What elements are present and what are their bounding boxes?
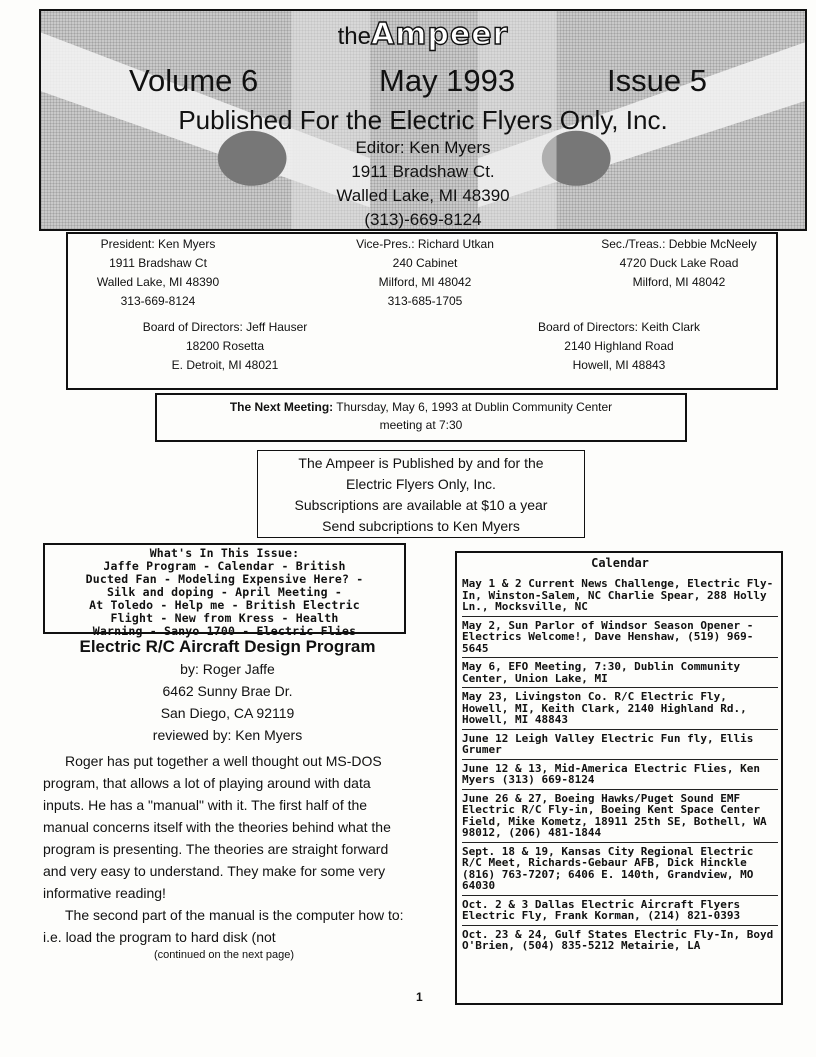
calendar-entry: June 12 & 13, Mid-America Electric Flies, Ken Myers (313) 669-8124: [462, 760, 778, 790]
calendar-entry: Oct. 23 & 24, Gulf States Electric Fly-In, Boyd O'Brien, (504) 835-5212 Metairie, LA: [462, 927, 774, 952]
article-reviewer: reviewed by: Ken Myers: [152, 727, 303, 743]
toc-line: Ducted Fan - Modeling Expensive Here? -: [85, 572, 364, 586]
board-director-1-street: 18200 Rosetta: [185, 339, 265, 353]
president-phone: 313-669-8124: [120, 294, 196, 308]
board-director-1-block: [120, 318, 330, 375]
editor-street: 1911 Bradshaw Ct.: [351, 162, 495, 181]
secretary-title: Sec./Treas.: Debbie McNeely: [601, 237, 757, 251]
meeting-label: The Next Meeting:: [229, 400, 334, 414]
logo-prefix: the: [337, 23, 371, 50]
masthead: [39, 9, 807, 231]
toc-line: Jaffe Program - Calendar - British: [103, 559, 346, 573]
toc-line: Warning - Sanyo 1700 - Electric Flies: [92, 624, 357, 638]
calendar-entry: June 12 Leigh Valley Electric Fun fly, Ellis Grumer: [462, 730, 778, 760]
calendar-entry: May 1 & 2 Current News Challenge, Electric Fly-In, Winston-Salem, NC Charlie Spear, 288 Holly Ln., Mocksville, NC: [462, 575, 778, 617]
board-director-1-title: Board of Directors: Jeff Hauser: [142, 320, 308, 334]
editor-line: Editor: Ken Myers: [355, 138, 491, 157]
calendar-entry: May 23, Livingston Co. R/C Electric Fly, Howell, MI, Keith Clark, 2140 Highland Rd., Howell, MI 48843: [462, 688, 778, 730]
secretary-city: Milford, MI 48042: [632, 275, 726, 289]
meeting-time: meeting at 7:30: [379, 418, 463, 432]
continued-note: (continued on the next page): [153, 949, 295, 961]
issue-label: Issue 5: [607, 63, 707, 98]
vice-president-city: Milford, MI 48042: [378, 275, 472, 289]
publication-line: Electric Flyers Only, Inc.: [346, 476, 496, 492]
logo-name: Ampeer: [370, 17, 509, 52]
article-author-street: 6462 Sunny Brae Dr.: [162, 683, 293, 699]
meeting-details: Thursday, May 6, 1993 at Dublin Community Center: [336, 400, 613, 414]
article-byline: by: Roger Jaffe: [180, 661, 275, 677]
published-for-line: Published For the Electric Flyers Only, Inc.: [178, 105, 668, 135]
publication-info-box: [257, 450, 585, 538]
toc-title: What's In This Issue:: [149, 546, 300, 560]
board-director-2-street: 2140 Highland Road: [564, 339, 674, 353]
president-title: President: Ken Myers: [100, 237, 216, 251]
calendar-entry: May 2, Sun Parlor of Windsor Season Opener - Electrics Welcome!, Dave Henshaw, (519) 969-5645: [462, 617, 778, 659]
article-header: [50, 636, 405, 746]
toc-line: Silk and doping - April Meeting -: [106, 585, 343, 599]
toc-line: At Toledo - Help me - British Electric: [89, 598, 360, 612]
board-director-1-city: E. Detroit, MI 48021: [171, 358, 279, 372]
vice-president-title: Vice-Pres.: Richard Utkan: [356, 237, 494, 251]
president-city: Walled Lake, MI 48390: [96, 275, 220, 289]
board-director-2-title: Board of Directors: Keith Clark: [537, 320, 701, 334]
next-meeting-box: [155, 393, 687, 442]
calendar-box: [455, 551, 783, 1005]
publication-line: Subscriptions are available at $10 a year: [294, 497, 548, 513]
officers-box: [66, 232, 778, 390]
board-director-2-city: Howell, MI 48843: [572, 358, 666, 372]
calendar-entry: May 6, EFO Meeting, 7:30, Dublin Community Center, Union Lake, MI: [462, 658, 778, 688]
masthead-logo: [41, 17, 805, 52]
article-title: Electric R/C Aircraft Design Program: [79, 637, 376, 656]
calendar-title: Calendar: [591, 556, 649, 570]
vice-president-block: [325, 235, 525, 311]
secretary-block: [582, 235, 776, 292]
editor-city: Walled Lake, MI 48390: [336, 186, 510, 205]
vice-president-street: 240 Cabinet: [392, 256, 458, 270]
article-paragraph: Roger has put together a well thought out MS-DOS program, that allows a lot of playing around with data inputs. He has a "manual" with it. The first half of the manual concerns itself with the theories behind what the program is presenting. The theories are straight forward and very easy to understand. They make for some very informative reading!: [43, 753, 391, 901]
article-paragraph: The second part of the manual is the computer how to: i.e. load the program to hard disk (not: [43, 907, 404, 945]
president-street: 1911 Bradshaw Ct: [109, 256, 207, 270]
editor-phone: (313)-669-8124: [364, 210, 482, 229]
calendar-entry: Sept. 18 & 19, Kansas City Regional Electric R/C Meet, Richards-Gebaur AFB, Dick Hinckle (816) 763-7207; 6406 E. 140th, Grandview, MO 64030: [462, 843, 778, 896]
calendar-entry: Oct. 2 & 3 Dallas Electric Aircraft Flyers Electric Fly, Frank Korman, (214) 821-0393: [462, 896, 778, 926]
article-body: [43, 750, 405, 962]
date-label: May 1993: [379, 63, 516, 98]
president-block: [68, 235, 248, 311]
secretary-street: 4720 Duck Lake Road: [619, 256, 739, 270]
table-of-contents-box: [43, 543, 406, 638]
calendar-entry: June 26 & 27, Boeing Hawks/Puget Sound EMF Electric R/C Fly-in, Boeing Kent Space Center Field, Mike Kometz, 18911 25th SE, Bothell, WA 98012, (206) 481-1844: [462, 790, 778, 843]
page-number: 1: [416, 990, 423, 1004]
article-author-city: San Diego, CA 92119: [160, 705, 295, 721]
board-director-2-block: [514, 318, 724, 375]
toc-line: Flight - New from Kress - Health: [110, 611, 339, 625]
publication-line: The Ampeer is Published by and for the: [298, 455, 544, 471]
vice-president-phone: 313-685-1705: [387, 294, 463, 308]
publication-line: Send subcriptions to Ken Myers: [322, 518, 520, 534]
volume-label: Volume 6: [129, 63, 259, 98]
